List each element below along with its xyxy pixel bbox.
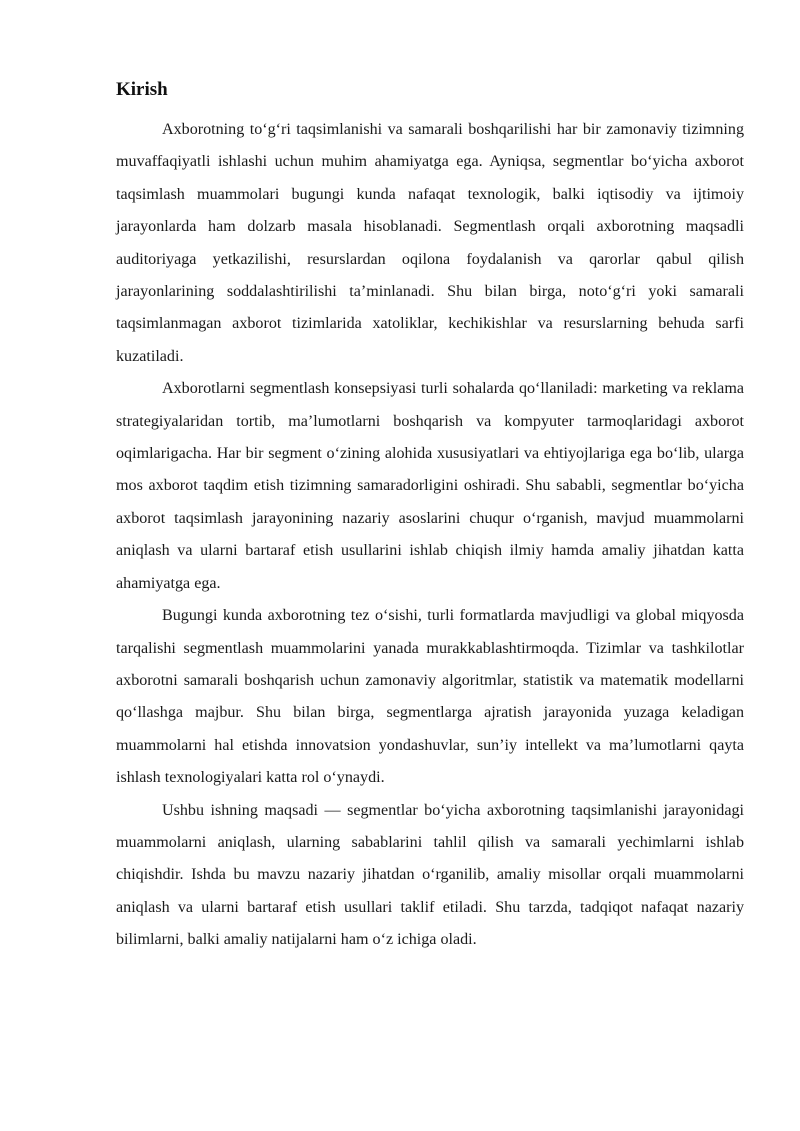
section-heading: Kirish xyxy=(116,79,168,100)
paragraph-2: Axborotlarni segmentlash konsepsiyasi turli sohalarda qo‘llaniladi: marketing va reklama strategiyalaridan tortib, ma’lumotlarni boshqarish va kompyuter tarmoqlaridagi axborot oqimlarigacha. Har bir segment o‘zining alohida xususiyatlari va ehtiyojlariga ega bo‘lib, ularga mos axborot taqdim etish tizimning samaradorligini oshiradi. Shu sababli, segmentlar bo‘yicha axborot taqsimlash jarayonining nazariy asoslarini chuqur o‘rganish, mavjud muammolarni aniqlash va ularni bartaraf etish usullarini ishlab chiqish ilmiy hamda amaliy jihatdan katta ahamiyatga ega. xyxy=(116,380,744,592)
paragraph-4: Ushbu ishning maqsadi — segmentlar bo‘yicha axborotning taqsimlanishi jarayonidagi muammolarni aniqlash, ularning sabablarini tahlil qilish va samarali yechimlarni ishlab chiqishdir. Ishda bu mavzu nazariy jihatdan o‘rganilib, amaliy misollar orqali muammolarni aniqlash va ularni bartaraf etish usullari taklif etiladi. Shu tarzda, tadqiqot nafaqat nazariy bilimlarni, balki amaliy natijalarni ham o‘z ichiga oladi. xyxy=(116,801,744,949)
paragraph-1: Axborotning to‘g‘ri taqsimlanishi va samarali boshqarilishi har bir zamonaviy tizimning muvaffaqiyatli ishlashi uchun muhim ahamiyatga ega. Ayniqsa, segmentlar bo‘yicha axborot taqsimlash muammolari bugungi kunda nafaqat texnologik, balki iqtisodiy va ijtimoiy jarayonlarda ham dolzarb masala hisoblanadi. Segmentlash orqali axborotning maqsadli auditoriyaga yetkazilishi, resurslardan oqilona foydalanish va qarorlar qabul qilish jarayonlarining soddalashtirilishi ta’minlanadi. Shu bilan birga, noto‘g‘ri yoki samarali taqsimlanmagan axborot tizimlarida xatoliklar, kechikishlar va resurslarning behuda sarfi kuzatiladi. xyxy=(116,121,744,365)
paragraph-3: Bugungi kunda axborotning tez o‘sishi, turli formatlarda mavjudligi va global miqyosda tarqalishi segmentlash muammolarini yanada murakkablashtirmoqda. Tizimlar va tashkilotlar axborotni samarali boshqarish uchun zamonaviy algoritmlar, statistik va matematik modellarni qo‘llashga majbur. Shu bilan birga, segmentlarga ajratish jarayonida yuzaga keladigan muammolarni hal etishda innovatsion yondashuvlar, sun’iy intellekt va ma’lumotlarni qayta ishlash texnologiyalari katta rol o‘ynaydi. xyxy=(116,607,744,787)
